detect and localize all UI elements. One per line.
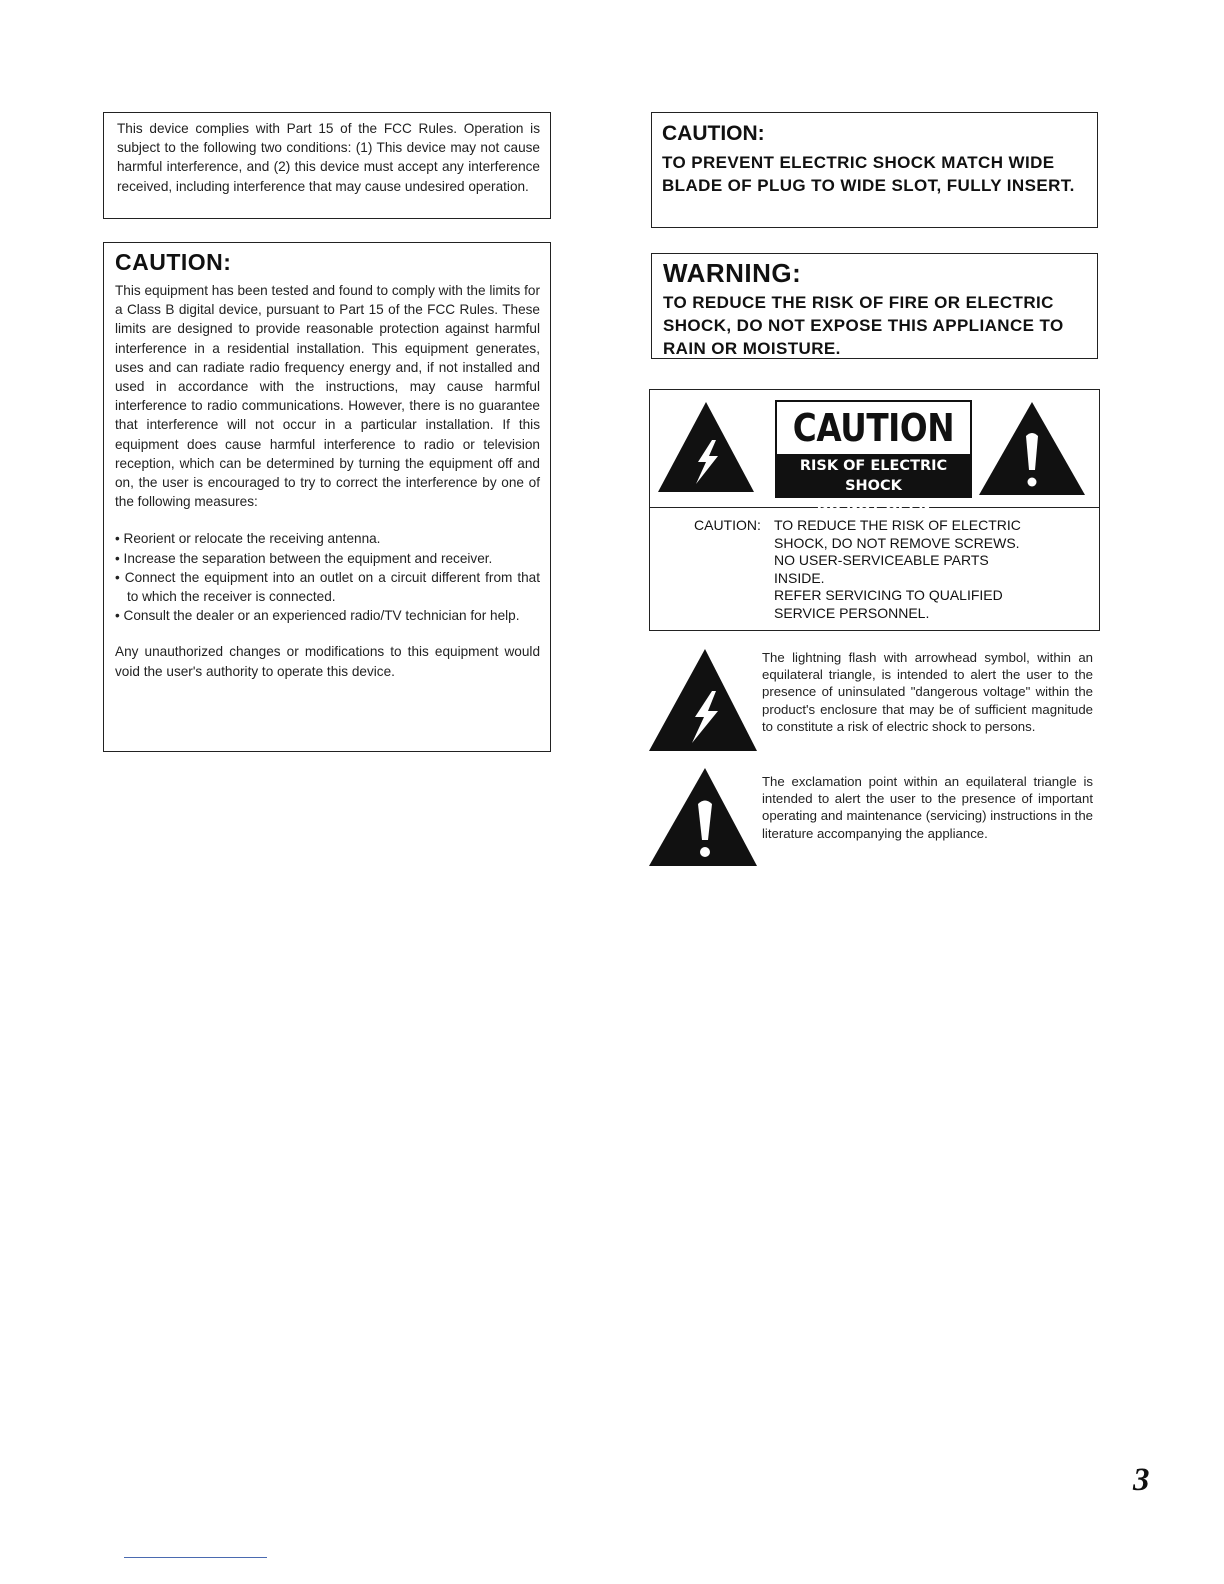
fcc-caution-box xyxy=(103,242,551,752)
lightning-symbol-explanation: The lightning flash with arrowhead symbol, within an equilateral triangle, is intended to alert the user to the presence of uninsulated "dangerous voltage" within the product's enclosure that may be of sufficient magnitude to constitute a risk of electric shock to persons. xyxy=(762,650,1093,734)
warning-heading: WARNING: xyxy=(663,258,802,288)
warning-box xyxy=(651,253,1098,359)
caution-label-line: REFER SERVICING TO QUALIFIED xyxy=(774,587,1003,604)
unauthorized-changes-note: Any unauthorized changes or modifications to this equipment would void the user's authority to operate this device. xyxy=(115,644,540,679)
fcc-notice-box xyxy=(103,112,551,219)
list-item: • Reorient or relocate the receiving antenna. xyxy=(115,531,381,547)
caution-label-band-line: RISK OF ELECTRIC SHOCK xyxy=(799,458,948,494)
plug-caution-box xyxy=(651,112,1098,228)
list-item: • Connect the equipment into an outlet on a circuit different from that to which the receiver is connected. xyxy=(115,569,540,605)
plug-caution-heading: CAUTION: xyxy=(662,122,765,145)
fcc-caution-body: This equipment has been tested and found to comply with the limits for a Class B digital device, pursuant to Part 15 of the FCC Rules. These limits are designed to provide reasonable protection against harmful interference in a residential installation. This equipment generates, uses and can radiate radio frequency energy and, if not installed and used in accordance with the instructions, may cause harmful interference to radio communications. However, there is no guarantee that interference will not occur in a particular installation. If this equipment does cause harmful interference to radio or television reception, which can be determined by turning the equipment off and on, the user is encouraged to try to correct the interference by one of the following measures: xyxy=(115,283,540,510)
caution-label-graphic xyxy=(650,390,1099,514)
list-item: • Increase the separation between the equipment and receiver. xyxy=(115,550,493,566)
caution-label-title: CAUTION xyxy=(792,406,955,450)
lightning-triangle-icon xyxy=(656,400,756,494)
warning-body: TO REDUCE THE RISK OF FIRE OR ELECTRIC SHOCK, DO NOT EXPOSE THIS APPLIANCE TO RAIN OR MOISTURE. xyxy=(663,293,1064,358)
caution-label-line: SHOCK, DO NOT REMOVE SCREWS. xyxy=(774,534,1020,551)
caution-label-band-line: DO NOT OPEN xyxy=(816,498,931,514)
exclamation-symbol-explanation: The exclamation point within an equilateral triangle is intended to alert the user to the presence of important operating and maintenance (servicing) instructions in the literature accompanying the appliance. xyxy=(762,774,1093,841)
caution-label-band xyxy=(777,454,970,514)
fcc-caution-heading: CAUTION: xyxy=(115,249,232,275)
caution-label-line: TO REDUCE THE RISK OF ELECTRIC xyxy=(774,517,1021,533)
list-item: • Consult the dealer or an experienced radio/TV technician for help. xyxy=(115,608,520,624)
plug-caution-body: TO PREVENT ELECTRIC SHOCK MATCH WIDE BLADE OF PLUG TO WIDE SLOT, FULLY INSERT. xyxy=(662,153,1075,195)
caution-label-lead: CAUTION: xyxy=(694,517,761,533)
interference-measures-list xyxy=(115,529,540,625)
exclamation-triangle-icon xyxy=(648,766,758,868)
caution-label-panel xyxy=(649,389,1100,631)
caution-label-line: INSIDE. xyxy=(774,569,825,586)
caution-label xyxy=(775,400,972,514)
caution-label-line: NO USER-SERVICEABLE PARTS xyxy=(774,552,989,569)
caution-label-line: SERVICE PERSONNEL. xyxy=(774,604,930,621)
exclamation-triangle-icon xyxy=(977,400,1087,497)
footer-rule xyxy=(124,1557,267,1558)
lightning-triangle-icon xyxy=(648,647,758,753)
fcc-notice-text: This device complies with Part 15 of the FCC Rules. Operation is subject to the following two conditions: (1) This device may not cause harmful interference, and (2) this device must accept any interference received, including interference that may cause undesired operation. xyxy=(117,121,540,194)
page-number: 3 xyxy=(1133,1462,1150,1498)
